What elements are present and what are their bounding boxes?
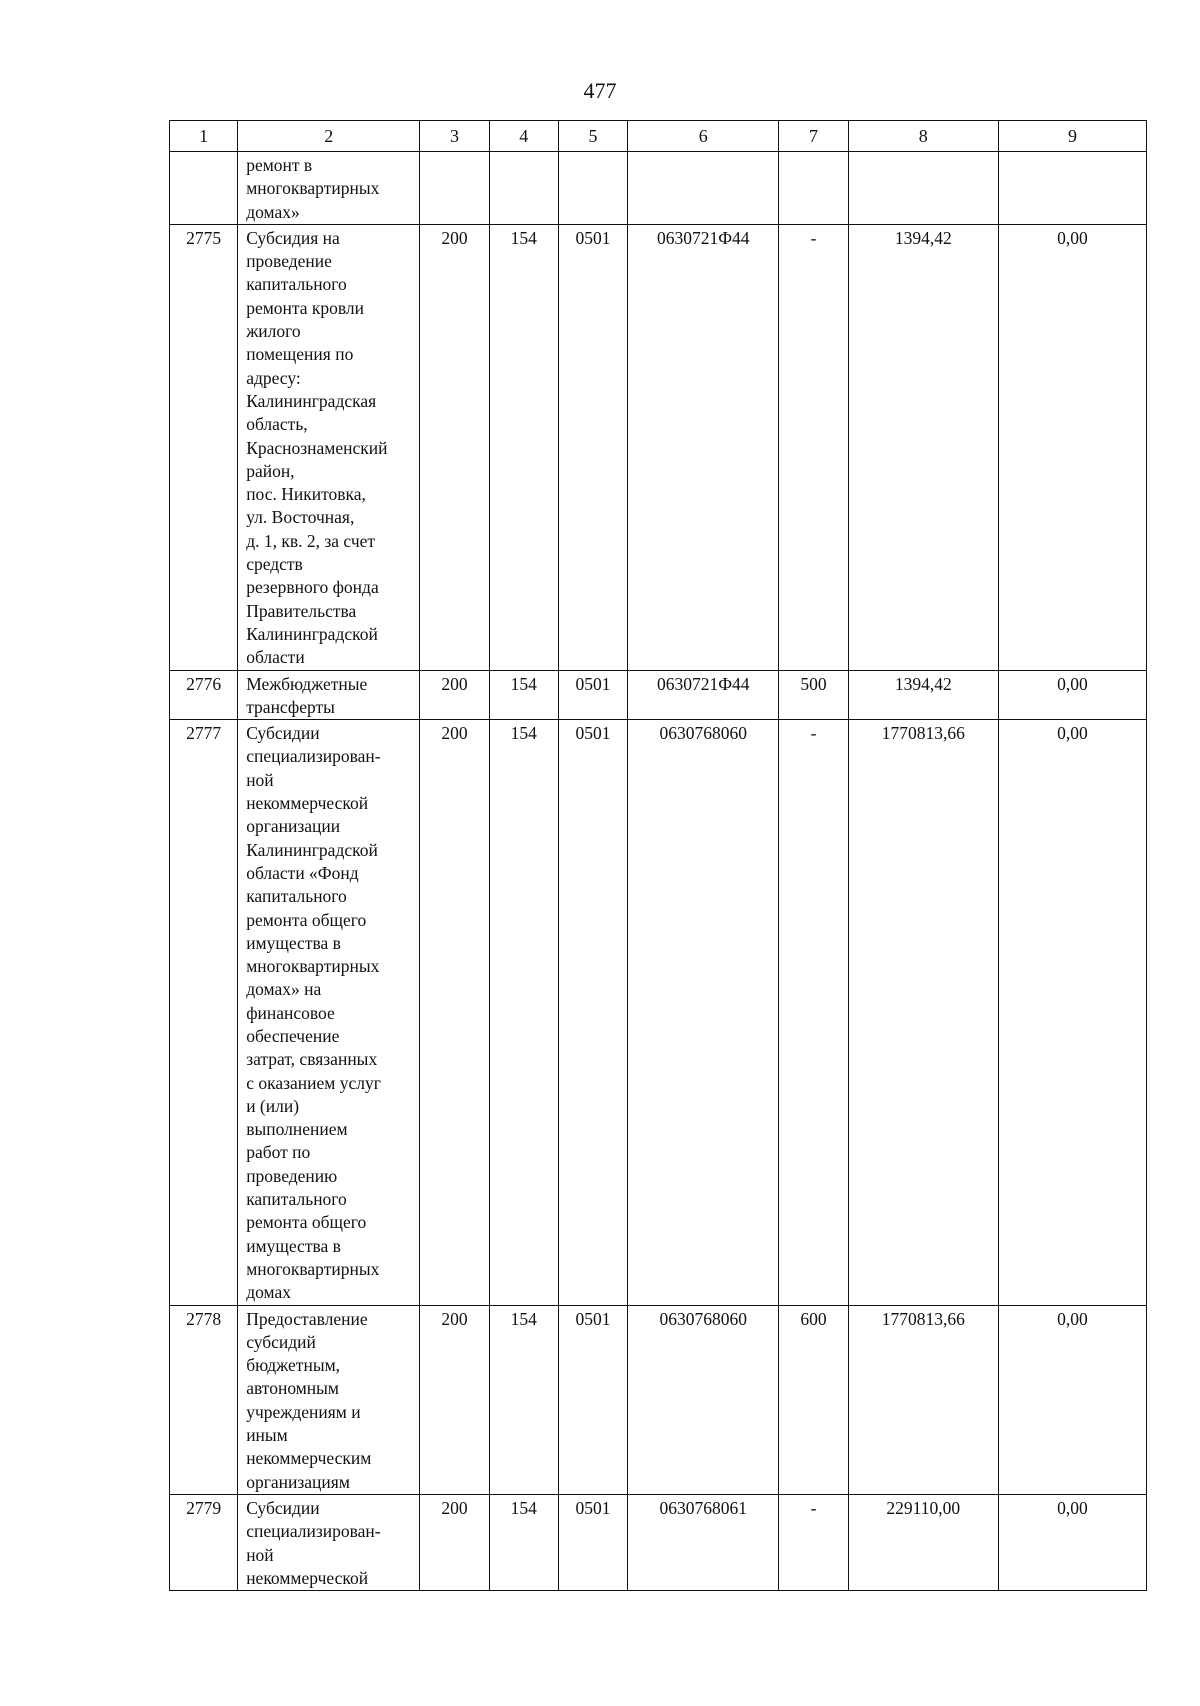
row-name-line: некоммерческой: [246, 1567, 369, 1588]
row-name-line: домах: [246, 1282, 291, 1303]
table-row: [170, 720, 1147, 1305]
cell-section-code: 200: [420, 720, 489, 1305]
budget-table: [169, 120, 1147, 1591]
cell-target-article-code: 0630768060: [628, 720, 779, 1305]
column-header-5: 5: [558, 121, 627, 152]
cell-section-code: 200: [420, 1494, 489, 1590]
row-name: [238, 720, 420, 1305]
cell-target-article-code: [628, 152, 779, 225]
cell-expense-type-code: [779, 152, 848, 225]
cell-expense-type-code: -: [779, 1494, 848, 1590]
column-header-4: 4: [489, 121, 558, 152]
cell-amount-second: 0,00: [998, 670, 1146, 720]
row-name-line: ремонта общего: [246, 1212, 367, 1233]
table-row: [170, 1305, 1147, 1494]
row-name-line: средств: [246, 554, 303, 575]
row-name-line: области: [246, 647, 305, 668]
row-name: [238, 1305, 420, 1494]
row-name-line: домах»: [246, 201, 300, 222]
column-header-6: 6: [628, 121, 779, 152]
column-header-9: 9: [998, 121, 1146, 152]
cell-target-article-code: 0630768061: [628, 1494, 779, 1590]
cell-target-article-code: 0630721Ф44: [628, 670, 779, 720]
row-name-line: имущества в: [246, 1235, 341, 1256]
row-name-line: автономным: [246, 1378, 340, 1399]
row-name-line: пос. Никитовка,: [246, 484, 366, 505]
row-name-line: работ по: [246, 1142, 311, 1163]
row-name: [238, 224, 420, 670]
row-name-line: адресу:: [246, 367, 301, 388]
row-name: [238, 152, 420, 225]
cell-chapter-code: [558, 152, 627, 225]
row-name-line: Субсидии: [246, 1497, 320, 1518]
row-name-line: ной: [246, 769, 274, 790]
cell-section-code: 200: [420, 1305, 489, 1494]
cell-expense-type-code: -: [779, 224, 848, 670]
row-name-line: бюджетным,: [246, 1355, 341, 1376]
cell-amount-second: [998, 152, 1146, 225]
row-name-line: ремонта общего: [246, 909, 367, 930]
row-name-line: организациям: [246, 1471, 350, 1492]
cell-amount-second: 0,00: [998, 1494, 1146, 1590]
row-name-line: помещения по: [246, 344, 354, 365]
row-name-line: субсидий: [246, 1331, 316, 1352]
column-header-7: 7: [779, 121, 848, 152]
row-name-line: Межбюджетные: [246, 673, 368, 694]
row-name-line: многоквартирных: [246, 1258, 380, 1279]
row-name-line: Правительства: [246, 600, 357, 621]
row-name-line: ной: [246, 1544, 274, 1565]
row-name-line: Калининградской: [246, 839, 378, 860]
row-name-line: жилого: [246, 321, 301, 342]
row-name-line: затрат, связанных: [246, 1049, 378, 1070]
column-header-1: 1: [170, 121, 238, 152]
table-row: [170, 152, 1147, 225]
table-header: [170, 121, 1147, 152]
row-name-line: некоммерческим: [246, 1448, 372, 1469]
table-row: [170, 1494, 1147, 1590]
row-name-line: выполнением: [246, 1119, 348, 1140]
page-number: 477: [583, 78, 617, 103]
row-name-line: трансферты: [246, 696, 335, 717]
cell-chapter-code: 0501: [558, 224, 627, 670]
row-name-line: имущества в: [246, 932, 341, 953]
row-name-line: Краснознаменский: [246, 437, 388, 458]
row-number: 2779: [170, 1494, 238, 1590]
cell-subsection-code: 154: [489, 1305, 558, 1494]
cell-subsection-code: 154: [489, 720, 558, 1305]
row-name-line: организации: [246, 816, 341, 837]
cell-expense-type-code: -: [779, 720, 848, 1305]
cell-chapter-code: 0501: [558, 1305, 627, 1494]
cell-subsection-code: 154: [489, 1494, 558, 1590]
row-name-line: ул. Восточная,: [246, 507, 355, 528]
cell-amount: 1770813,66: [848, 720, 998, 1305]
cell-amount-second: 0,00: [998, 720, 1146, 1305]
cell-amount: [848, 152, 998, 225]
column-header-3: 3: [420, 121, 489, 152]
cell-chapter-code: 0501: [558, 720, 627, 1305]
cell-section-code: [420, 152, 489, 225]
row-number: [170, 152, 238, 225]
cell-subsection-code: 154: [489, 670, 558, 720]
cell-amount-second: 0,00: [998, 1305, 1146, 1494]
cell-subsection-code: 154: [489, 224, 558, 670]
cell-chapter-code: 0501: [558, 670, 627, 720]
row-name-line: проведению: [246, 1165, 338, 1186]
cell-target-article-code: 0630768060: [628, 1305, 779, 1494]
row-name-line: район,: [246, 460, 295, 481]
table-body: [170, 152, 1147, 1591]
column-header-8: 8: [848, 121, 998, 152]
row-name-line: область,: [246, 414, 308, 435]
cell-expense-type-code: 500: [779, 670, 848, 720]
row-number: 2775: [170, 224, 238, 670]
cell-target-article-code: 0630721Ф44: [628, 224, 779, 670]
cell-subsection-code: [489, 152, 558, 225]
header-row: [170, 121, 1147, 152]
cell-section-code: 200: [420, 670, 489, 720]
row-name-line: капитального: [246, 274, 347, 295]
row-name-line: Предоставление: [246, 1308, 368, 1329]
table-row: [170, 670, 1147, 720]
cell-chapter-code: 0501: [558, 1494, 627, 1590]
row-name-line: многоквартирных: [246, 956, 380, 977]
row-name: [238, 670, 420, 720]
row-name-line: проведение: [246, 251, 332, 272]
row-number: 2776: [170, 670, 238, 720]
row-name-line: финансовое: [246, 1002, 335, 1023]
row-name: [238, 1494, 420, 1590]
cell-amount-second: 0,00: [998, 224, 1146, 670]
row-name-line: резервного фонда: [246, 577, 379, 598]
row-name-line: Субсидия на: [246, 227, 340, 248]
row-name-line: Субсидии: [246, 723, 320, 744]
row-name-line: обеспечение: [246, 1025, 340, 1046]
row-name-line: многоквартирных: [246, 178, 380, 199]
cell-amount: 229110,00: [848, 1494, 998, 1590]
row-name-line: домах» на: [246, 979, 322, 1000]
cell-amount: 1770813,66: [848, 1305, 998, 1494]
cell-expense-type-code: 600: [779, 1305, 848, 1494]
row-name-line: некоммерческой: [246, 793, 369, 814]
row-name-line: Калининградская: [246, 390, 377, 411]
row-name-line: капитального: [246, 1189, 347, 1210]
row-name-line: с оказанием услуг: [246, 1072, 381, 1093]
row-name-line: учреждениям и: [246, 1401, 361, 1422]
row-name-line: капитального: [246, 886, 347, 907]
cell-section-code: 200: [420, 224, 489, 670]
row-name-line: специализирован-: [246, 746, 381, 767]
cell-amount: 1394,42: [848, 224, 998, 670]
cell-amount: 1394,42: [848, 670, 998, 720]
row-name-line: иным: [246, 1425, 288, 1446]
row-name-line: ремонта кровли: [246, 297, 365, 318]
row-number: 2777: [170, 720, 238, 1305]
row-name-line: Калининградской: [246, 623, 378, 644]
table-row: [170, 224, 1147, 670]
row-name-line: д. 1, кв. 2, за счет: [246, 530, 376, 551]
row-number: 2778: [170, 1305, 238, 1494]
row-name-line: ремонт в: [246, 155, 313, 175]
row-name-line: специализирован-: [246, 1521, 381, 1542]
row-name-line: и (или): [246, 1095, 300, 1116]
row-name-line: области «Фонд: [246, 862, 359, 883]
column-header-2: 2: [238, 121, 420, 152]
